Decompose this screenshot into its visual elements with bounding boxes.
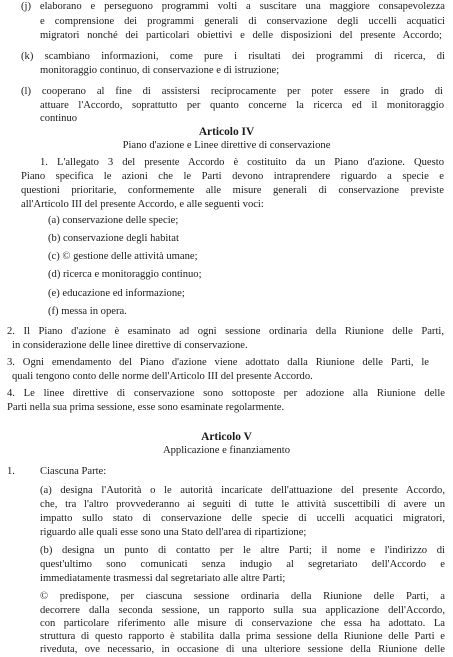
article-iv-heading: Articolo IV xyxy=(198,126,255,138)
item-k-line-2: monitoraggio continuo, di conservazione e di istruzione; xyxy=(40,65,280,76)
item-j-line-1: (j) elaborano e perseguono programmi volti a suscitare una maggiore consapevolezza xyxy=(21,1,445,12)
article-v-heading: Articolo V xyxy=(201,431,252,443)
art5-a-line-1: (a) designa l'Autorità o le autorità incaricate dell'attuazione del presente Accordo, xyxy=(40,485,445,496)
art4-list-item-e: (e) educazione ed informazione; xyxy=(48,288,185,299)
art4-p1-line-4: all'Articolo III del presente Accordo, e alle seguenti voci: xyxy=(21,199,264,210)
art4-list-item-a: (a) conservazione delle specie; xyxy=(48,215,179,226)
art4-p4-line-2: Parti nella sua prima sessione, esse sono esaminate regolarmente. xyxy=(7,402,285,413)
art4-p1-line-3: questioni prioritarie, conformemente alle misure generali di conservazione previste xyxy=(21,185,444,196)
article-v-subtitle: Applicazione e finanziamento xyxy=(162,445,291,456)
item-j-line-2: e comprensione dei programmi generali di conservazione degli uccelli acquatici xyxy=(40,16,445,27)
art5-c-line-2: decorrere dalla seconda sessione, un rapporto sulla sua applicazione dell'Accordo, xyxy=(40,605,445,616)
art5-c-line-1: © predispone, per ciascuna sessione ordinaria della Riunione delle Parti, a xyxy=(40,591,445,602)
art5-b-line-3: immediatamente trasmessi dal segretariato alle altre Parti; xyxy=(40,573,286,584)
art4-list-item-b: (b) conservazione degli habitat xyxy=(48,233,179,244)
item-l-line-3: continuo xyxy=(40,113,78,124)
art5-a-line-3: impatto sullo stato di conservazione delle specie di uccelli acquatici migratori, xyxy=(40,513,445,524)
art5-paragraph-number: 1. xyxy=(7,466,15,477)
art4-list-item-c: (c) © gestione delle attività umane; xyxy=(48,251,198,262)
item-l-line-2: attuare l'Accordo, soprattutto per quanto concerne la ricerca ed il monitoraggio xyxy=(40,100,444,111)
art4-p1-line-2: Piano specifica le azioni che le Parti devono intraprendere riguardo a specie e xyxy=(21,171,444,182)
art4-p3-line-1: 3. Ogni emendamento del Piano d'azione viene adottato dalla Riunione delle Parti, le xyxy=(7,357,429,368)
art4-p4-line-1: 4. Le linee direttive di conservazione sono sottoposte per adozione alla Riunione delle xyxy=(7,388,445,399)
art4-p1-line-1: 1. L'allegato 3 del presente Accordo è costituito da un Piano d'azione. Questo xyxy=(40,157,444,168)
art4-p2-line-2: in considerazione delle linee direttive di conservazione. xyxy=(12,340,248,351)
item-l-line-1: (l) cooperano al fine di assistersi reciprocamente per poter essere in grado di xyxy=(21,86,443,97)
art5-a-line-4: riguardo alle quali esse sono una Stato dell'area di ripartizione; xyxy=(40,527,307,538)
art5-intro: Ciascuna Parte: xyxy=(40,466,107,477)
item-j-line-3: migratori nonché dei particolari obiettivi e delle disposizioni del presente Accordo; xyxy=(40,30,442,41)
art5-c-line-3: con particolare riferimento alle misure di conservazione che essa ha adottato. La xyxy=(40,618,445,629)
art4-p3-line-2: quali tengono conto delle norme dell'Articolo III del presente Accordo. xyxy=(12,371,313,382)
art5-b-line-1: (b) designa un punto di contatto per le altre Parti; il nome e l'indirizzo di xyxy=(40,545,445,556)
article-iv-subtitle: Piano d'azione e Linee direttive di conservazione xyxy=(122,140,331,151)
art4-p2-line-1: 2. Il Piano d'azione è esaminato ad ogni sessione ordinaria della Riunione delle Parti, xyxy=(7,326,444,337)
art5-c-line-5: riveduta, ove necessario, in occasione di una ulteriore sessione della Riunione delle xyxy=(40,644,445,655)
art5-b-line-2: quest'ultimo sono comunicati senza indugio al segretariato dell'Accordo e xyxy=(40,559,445,570)
item-k-line-1: (k) scambiano informazioni, come pure i risultati dei programmi di ricerca, di xyxy=(21,51,445,62)
art4-list-item-d: (d) ricerca e monitoraggio continuo; xyxy=(48,269,202,280)
art4-list-item-f: (f) messa in opera. xyxy=(48,306,127,317)
art5-c-line-4: struttura di questo rapporto è stabilita dalla prima sessione della Riunione delle Parti e xyxy=(40,631,445,642)
art5-a-line-2: che, tra l'altro provvederanno ai seguiti di tutte le attività suscettibili di avere un xyxy=(40,499,445,510)
